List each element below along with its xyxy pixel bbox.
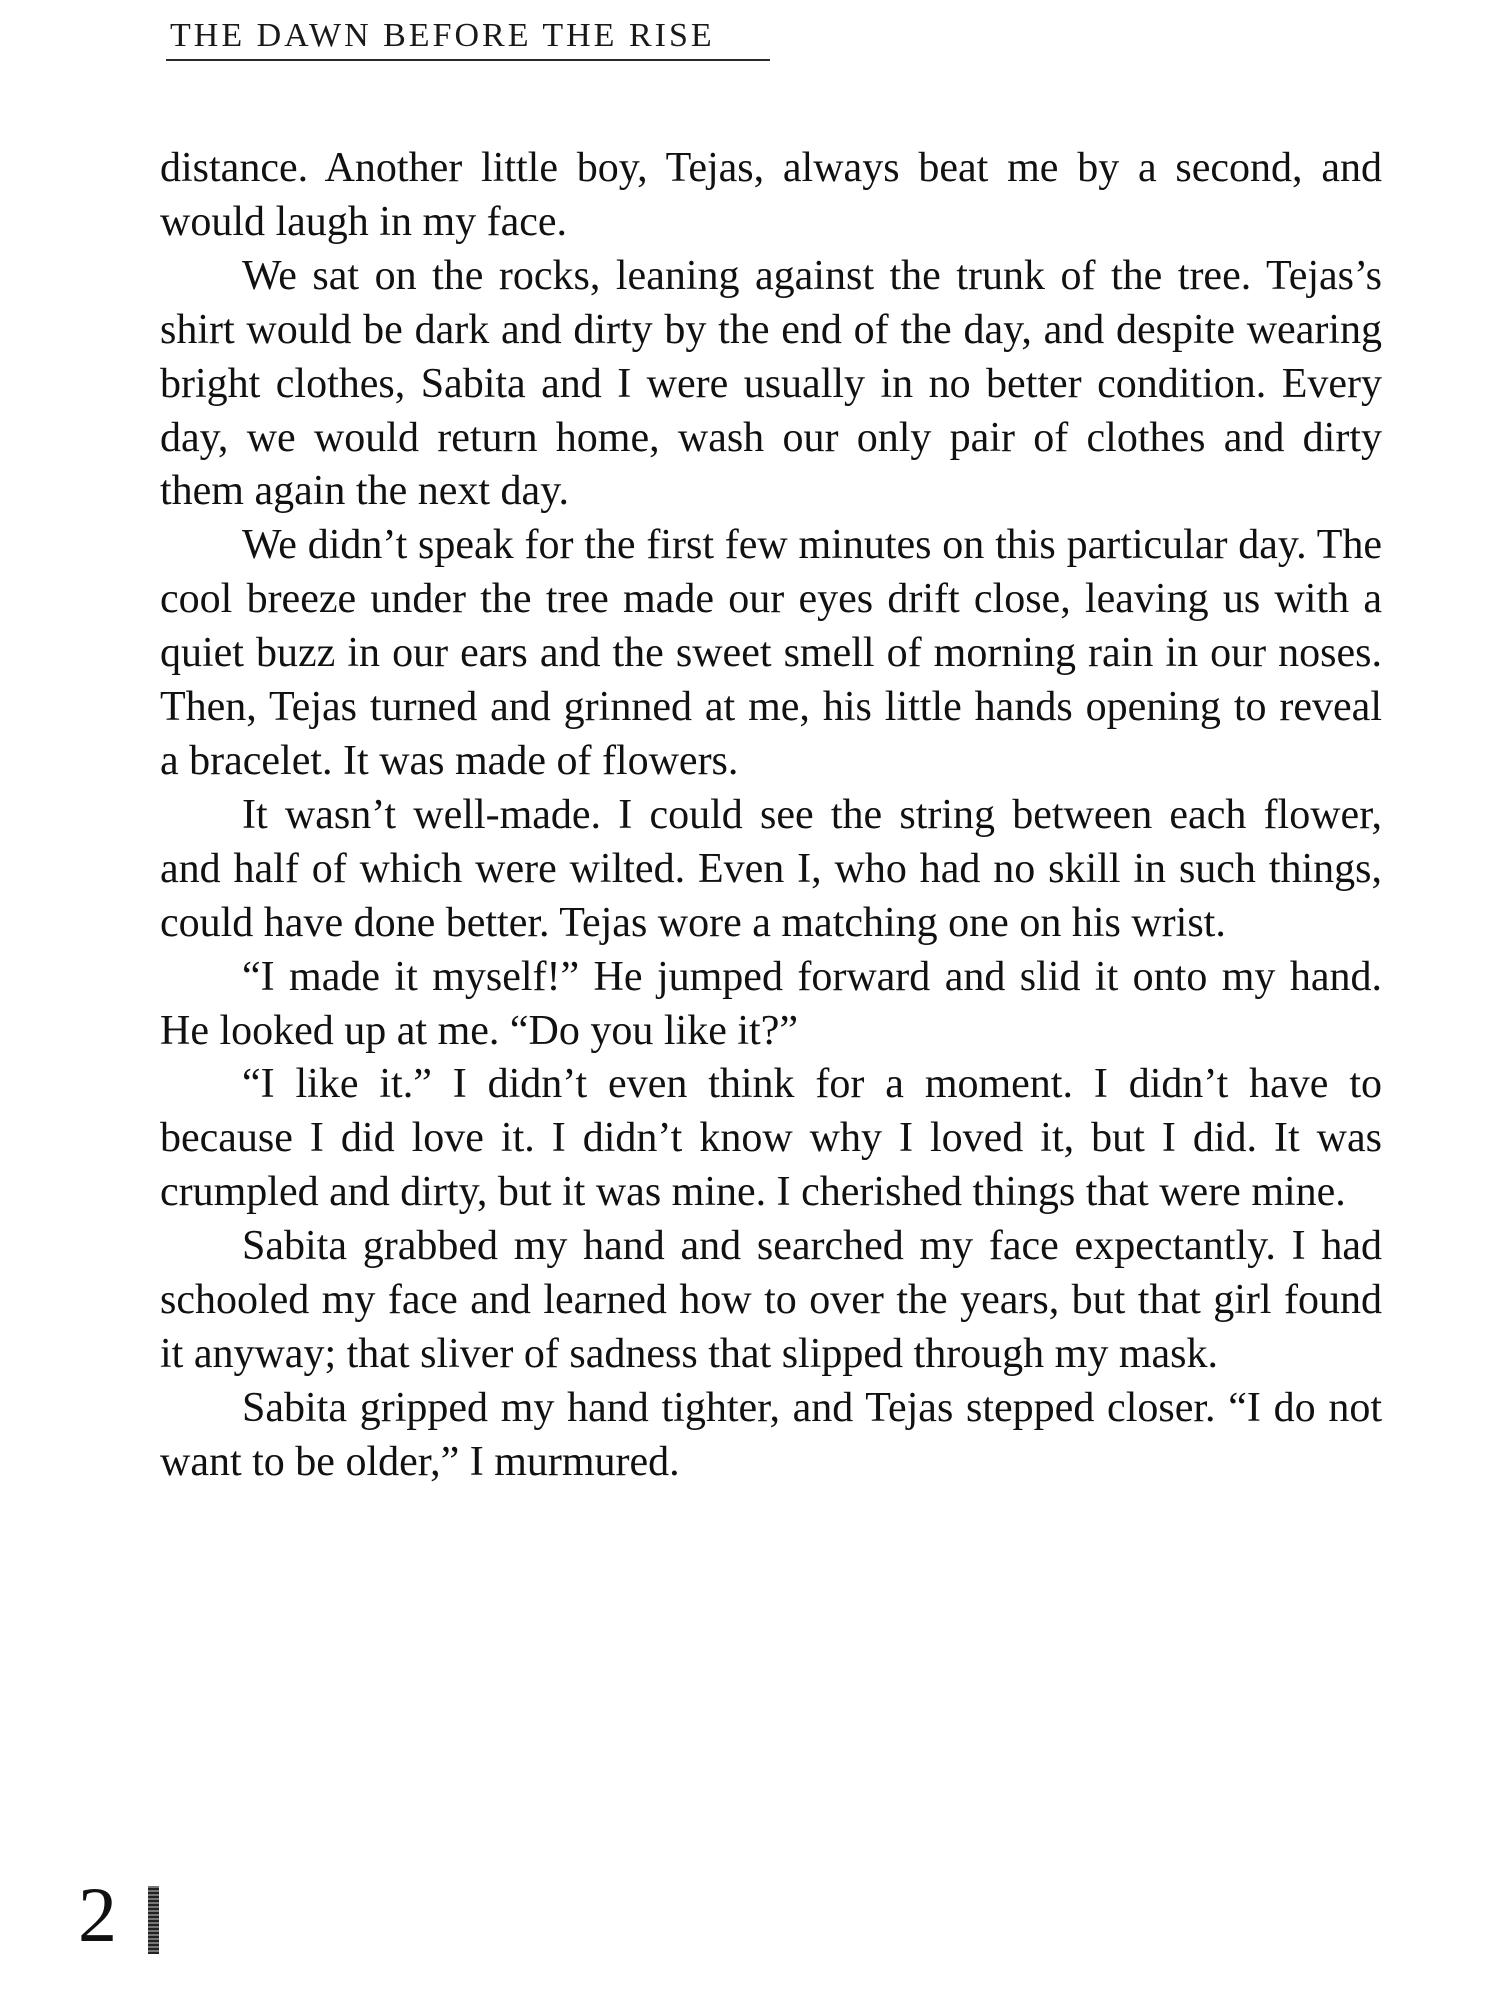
- paragraph: It wasn’t well-made. I could see the string between each flower, and half of which were wilted. Even I, who had no skill in such things, could have done better. Tejas wore a matching one on his wrist.: [160, 791, 1382, 946]
- page-number: 2: [78, 1871, 117, 1958]
- paragraph: “I made it myself!” He jumped forward and slid it onto my hand. He looked up at me. “Do you like it?”: [160, 953, 1382, 1054]
- paragraph: We sat on the rocks, leaning against the trunk of the tree. Tejas’s shirt would be dark and dirty by the end of the day, and despite wearing bright clothes, Sabita and I were usually in no better condition. Every day, we would return home, wash our only pair of clothes and dirty them again the next day.: [160, 252, 1382, 515]
- paragraph: Sabita grabbed my hand and searched my face expectantly. I had schooled my face and learned how to over the years, but that girl found it anyway; that sliver of sadness that slipped through my mask.: [160, 1223, 1382, 1377]
- paragraph: Sabita gripped my hand tighter, and Tejas stepped closer. “I do not want to be older,” I murmured.: [160, 1384, 1382, 1485]
- paragraph: distance. Another little boy, Tejas, always beat me by a second, and would laugh in my face.: [160, 145, 1382, 245]
- header-rule: [166, 59, 770, 61]
- page-number-bar: [148, 1886, 159, 1954]
- paragraph: We didn’t speak for the first few minutes on this particular day. The cool breeze under the tree made our eyes drift close, leaving us with a quiet buzz in our ears and the sweet smell of morning rain in our noses. Then, Tejas turned and grinned at me, his little hands opening to reveal a bracelet. It was made of flowers.: [160, 522, 1382, 784]
- body-text: [160, 142, 1382, 1490]
- running-head: THE DAWN BEFORE THE RISE: [170, 17, 715, 54]
- paragraph: “I like it.” I didn’t even think for a moment. I didn’t have to because I did love it. I didn’t know why I loved it, but I did. It was crumpled and dirty, but it was mine. I cherished things that were mine.: [160, 1061, 1382, 1216]
